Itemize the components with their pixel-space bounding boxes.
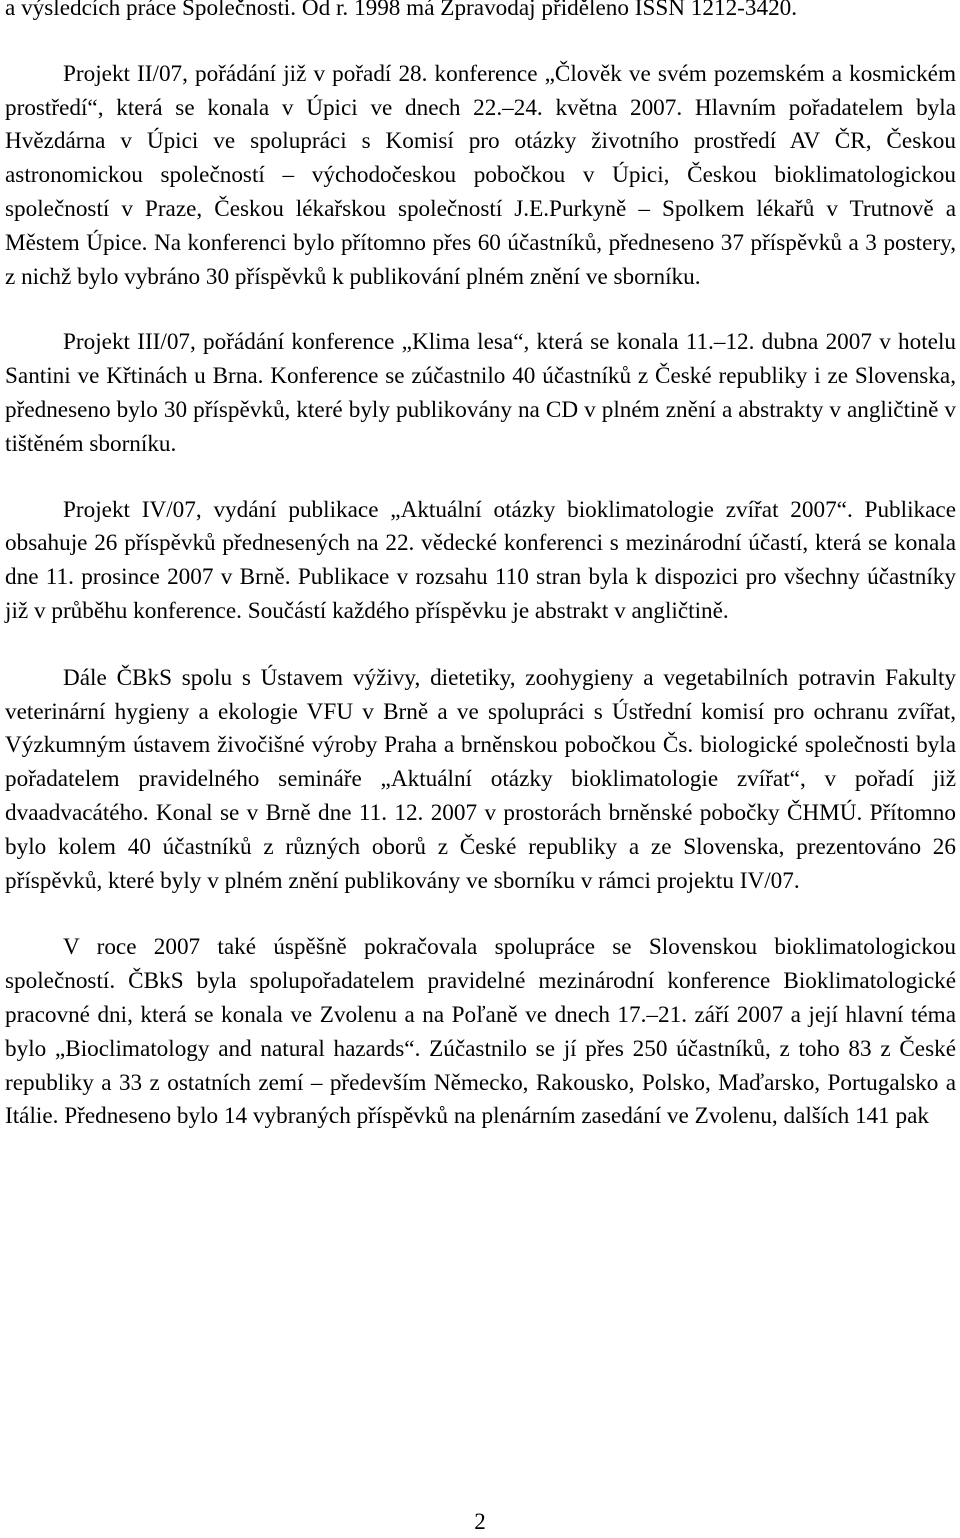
paragraph-gap xyxy=(5,26,956,58)
paragraph-seminar: Dále ČBkS spolu s Ústavem výživy, dietetiky, zoohygieny a vegetabilních potravin Fakulty veterinární hygieny a ekologie VFU v Brně a ve spolupráci s Ústřední komisí pro ochranu zvířat, Výzkumným ústavem živočišné výroby Praha a brněnskou pobočkou Čs. biologické společnosti byla pořadatelem pravidelného semináře „Aktuální otázky bioklimatologie zvířat“, v pořadí již dvaadvacátého. Konal se v Brně dne 11. 12. 2007 v prostorách brněnské pobočky ČHMÚ. Přítomno bylo kolem 40 účastníků z různých oborů z České republiky a ze Slovenska, prezentováno 26 příspěvků, které byly v plném znění publikovány ve sborníku v rámci projektu IV/07. xyxy=(5,664,956,894)
page-number: 2 xyxy=(474,1509,486,1534)
paragraph-gap xyxy=(5,898,956,931)
paragraph-project-iii: Projekt III/07, pořádání konference „Klima lesa“, která se konala 11.–12. dubna 2007 v hotelu Santini ve Křtinách u Brna. Konference se zúčastnilo 40 účastníků z České republiky i ze Slovenska, předneseno bylo 30 příspěvků, které byly publikovány na CD v plném znění a abstrakty v angličtině v tištěném sborníku. xyxy=(5,329,956,457)
paragraph-project-ii: Projekt II/07, pořádání již v pořadí 28. konference „Člověk ve svém pozemském a kosmickém prostředí“, která se konala v Úpici ve dnech 22.–24. května 2007. Hlavním pořadatelem byla Hvězdárna v Úpici ve spolupráci s Komisí pro otázky životního prostředí AV ČR, Českou astronomickou společností – východočeskou pobočkou v Úpici, Českou bioklimatologickou společností v Praze, Českou lékařskou společností J.E.Purkyně – Spolkem lékařů v Trutnově a Městem Úpice. Na konferenci bylo přítomno přes 60 účastníků, předneseno 37 příspěvků a 3 postery, z nichž bylo vybráno 30 příspěvků k publikování plném znění ve sborníku. xyxy=(5,60,956,290)
paragraph-issn: a výsledcích práce Společnosti. Od r. 1998 má Zpravodaj přiděleno ISSN 1212-3420. xyxy=(5,0,798,21)
paragraph-gap xyxy=(5,294,956,326)
paragraph-gap xyxy=(5,629,956,662)
paragraph-gap xyxy=(5,462,956,494)
paragraph-project-iv: Projekt IV/07, vydání publikace „Aktuální otázky bioklimatologie zvířat 2007“. Publikace obsahuje 26 příspěvků přednesených na 22. vědecké konferenci s mezinárodní účastí, která se konala dne 11. prosince 2007 v Brně. Publikace v rozsahu 110 stran byla k dispozici pro všechny účastníky již v průběhu konference. Součástí každého příspěvku je abstrakt v angličtině. xyxy=(5,496,956,624)
paragraph-slovak-cooperation: V roce 2007 také úspěšně pokračovala spolupráce se Slovenskou bioklimatologickou společností. ČBkS byla spolupořadatelem pravidelné mezinárodní konference Bioklimatologické pracovné dni, která se konala ve Zvolenu a na Poľaně ve dnech 17.–21. září 2007 a její hlavní téma bylo „Bioclimatology and natural hazards“. Zúčastnilo se jí přes 250 účastníků, z toho 83 z České republiky a 33 z ostatních zemí – především Německo, Rakousko, Polsko, Maďarsko, Portugalsko a Itálie. Předneseno bylo 14 vybraných příspěvků na plenárním zasedání ve Zvolenu, dalších 141 pak xyxy=(5,934,956,1130)
document-page xyxy=(5,0,956,1134)
